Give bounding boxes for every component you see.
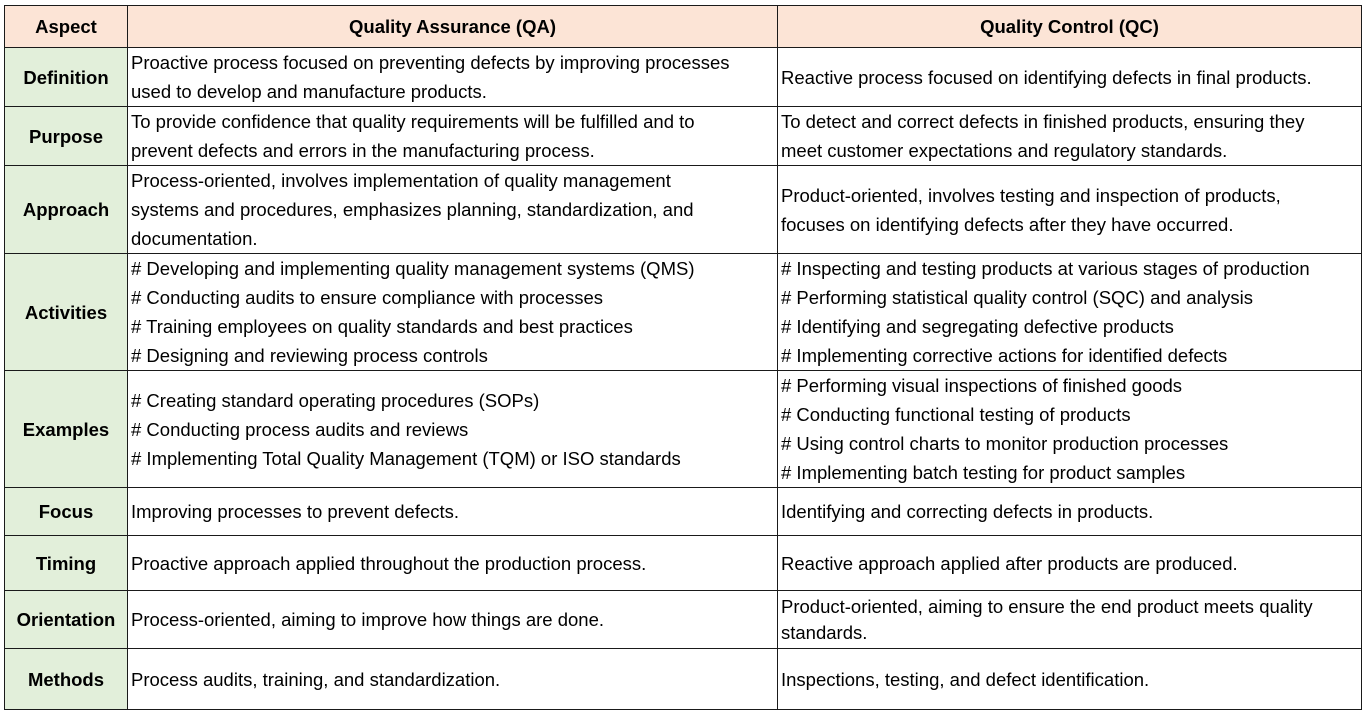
table-row [5,254,1362,371]
header-qa: Quality Assurance (QA) [128,6,778,48]
cell-line: # Performing visual inspections of finished goods [781,375,1183,396]
aspect-cell: Timing [5,536,128,591]
qa-cell [128,254,778,371]
table-row [5,591,1362,649]
aspect-cell: Orientation [5,591,128,649]
cell-line: documentation. [131,228,258,249]
qc-cell [778,488,1362,536]
cell-line: # Implementing Total Quality Management (TQM) or ISO standards [131,447,681,469]
table-row [5,166,1362,254]
qc-cell [778,107,1362,166]
aspect-cell: Methods [5,649,128,710]
cell-line: # Implementing batch testing for product samples [781,462,1186,483]
table-row [5,488,1362,536]
cell-line: # Conducting audits to ensure compliance with processes [131,287,604,308]
cell-line: meet customer expectations and regulatory standards. [781,140,1228,161]
cell-line: systems and procedures, emphasizes planning, standardization, and [131,199,694,220]
qc-cell [778,591,1362,649]
qa-cell [128,591,778,649]
cell-line: # Conducting process audits and reviews [131,418,469,440]
cell-line: prevent defects and errors in the manufacturing process. [131,140,595,161]
qc-cell [778,166,1362,254]
qa-vs-qc-table [4,5,1362,710]
cell-line: Improving processes to prevent defects. [131,501,460,522]
aspect-cell: Activities [5,254,128,371]
cell-line: # Developing and implementing quality management systems (QMS) [131,258,695,279]
aspect-cell: Approach [5,166,128,254]
table-row [5,107,1362,166]
header-qc: Quality Control (QC) [778,6,1362,48]
qc-cell [778,48,1362,107]
cell-line: # Creating standard operating procedures (SOPs) [131,389,540,411]
cell-line: Process audits, training, and standardization. [131,668,501,690]
table-row [5,536,1362,591]
qa-cell [128,536,778,591]
cell-line: Inspections, testing, and defect identification. [781,668,1150,690]
cell-line: # Identifying and segregating defective products [781,316,1174,337]
qa-cell [128,48,778,107]
qc-cell [778,536,1362,591]
qa-cell [128,166,778,254]
cell-line: Reactive approach applied after products are produced. [781,552,1238,574]
cell-line: Proactive process focused on preventing defects by improving processes [131,52,730,73]
cell-line: # Inspecting and testing products at various stages of production [781,258,1310,279]
header-row [5,6,1362,48]
cell-line: Process-oriented, aiming to improve how things are done. [131,609,605,630]
aspect-cell: Examples [5,371,128,488]
cell-line: # Implementing corrective actions for identified defects [781,345,1228,366]
cell-line: Product-oriented, involves testing and inspection of products, [781,184,1281,206]
cell-line: focuses on identifying defects after they have occurred. [781,213,1234,235]
aspect-cell: Purpose [5,107,128,166]
cell-line: Reactive process focused on identifying defects in final products. [781,66,1312,88]
header-aspect: Aspect [5,6,128,48]
cell-line: # Using control charts to monitor production processes [781,433,1229,454]
cell-line: Proactive approach applied throughout the production process. [131,552,647,574]
table-row [5,371,1362,488]
qc-cell [778,371,1362,488]
cell-line: standards. [781,621,868,643]
table-row [5,649,1362,710]
qa-cell [128,488,778,536]
cell-line: Process-oriented, involves implementation of quality management [131,170,671,191]
cell-line: Identifying and correcting defects in products. [781,501,1154,522]
aspect-cell: Focus [5,488,128,536]
cell-line: used to develop and manufacture products. [131,81,487,102]
qc-cell [778,254,1362,371]
table-row [5,48,1362,107]
qa-cell [128,649,778,710]
cell-line: To provide confidence that quality requirements will be fulfilled and to [131,111,695,132]
cell-line: # Designing and reviewing process controls [131,345,488,366]
cell-line: # Conducting functional testing of products [781,404,1131,425]
cell-line: # Training employees on quality standards and best practices [131,316,633,337]
cell-line: Product-oriented, aiming to ensure the end product meets quality [781,595,1313,617]
qa-cell [128,107,778,166]
cell-line: # Performing statistical quality control (SQC) and analysis [781,287,1253,308]
cell-line: To detect and correct defects in finished products, ensuring they [781,111,1305,132]
qc-cell [778,649,1362,710]
qa-cell [128,371,778,488]
aspect-cell: Definition [5,48,128,107]
